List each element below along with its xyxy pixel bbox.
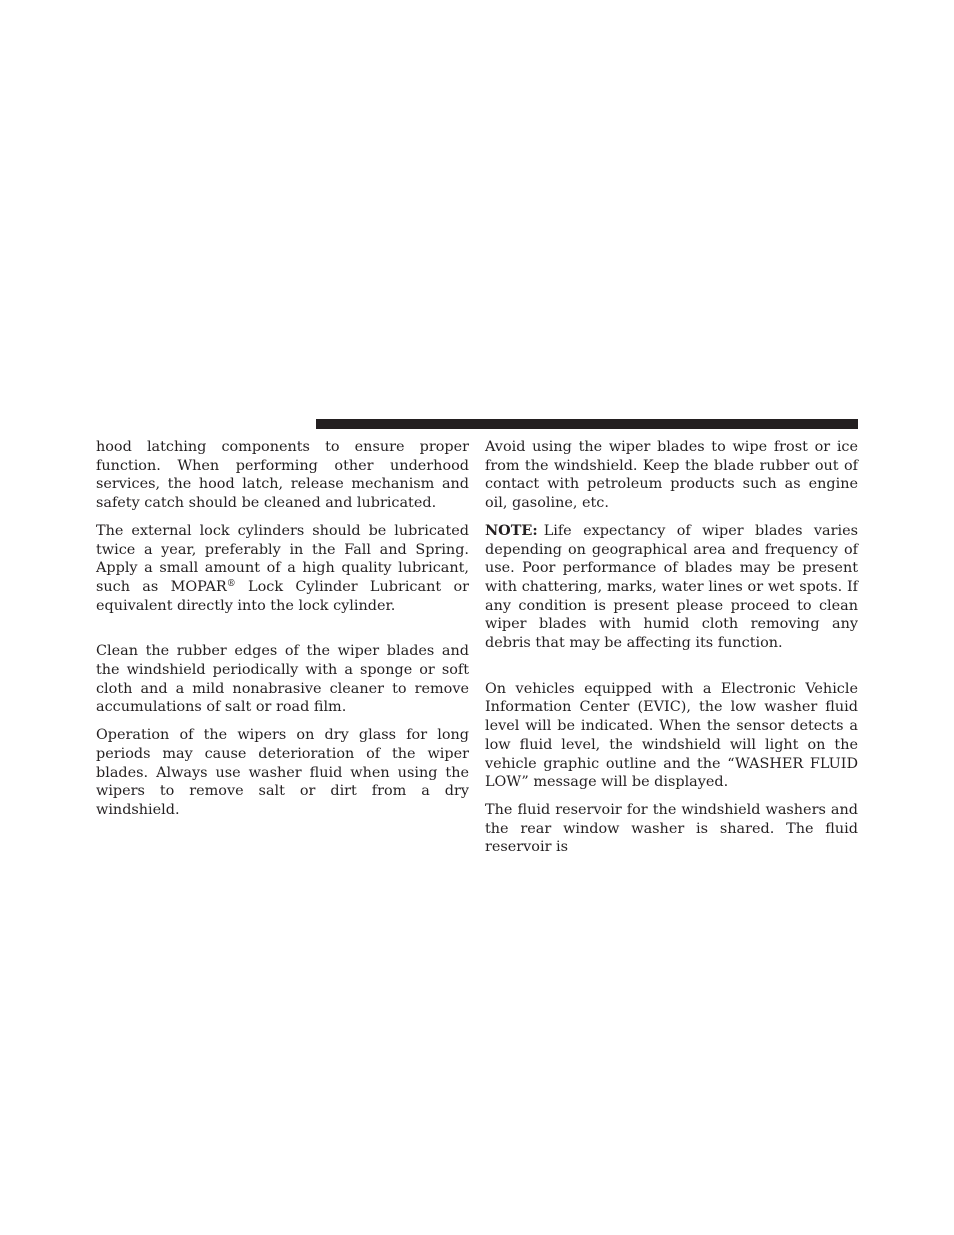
hood-latch-paragraph: hood latching components to ensure proper function. When performing other underhood services, the hood latch, release mechanism and safety catch should be cleaned and lubricated. bbox=[96, 439, 469, 512]
registered-mark: ® bbox=[226, 578, 236, 589]
left-column bbox=[96, 438, 469, 820]
frost-ice-paragraph: Avoid using the wiper blades to wipe frost or ice from the windshield. Keep the blade rubber out of contact with petroleum products such as engine oil, gasoline, etc. bbox=[485, 439, 858, 512]
right-column bbox=[485, 438, 858, 857]
wiper-dry-glass-paragraph: Operation of the wipers on dry glass for long periods may cause deterioration of the wiper blades. Always use washer fluid when using the wipers to remove salt or dirt from a dry windshield. bbox=[96, 727, 469, 818]
wiper-clean-paragraph: Clean the rubber edges of the wiper blades and the windshield periodically with a sponge or soft cloth and a mild nonabrasive cleaner to remove accumulations of salt or road film. bbox=[96, 643, 469, 716]
note-label: NOTE: bbox=[485, 521, 538, 539]
lock-cylinder-paragraph bbox=[96, 522, 469, 616]
note-text: Life expectancy of wiper blades varies depending on geographical area and frequency of use. Poor performance of blades may be present with chattering, marks, water lines or wet spots. If any condition is present please proceed to clean wiper blades with humid cloth removing any debris that may be affecting its function. bbox=[485, 522, 858, 652]
evic-washer-paragraph: On vehicles equipped with a Electronic Vehicle Information Center (EVIC), the low washer fluid level will be indicated. When the sensor detects a low fluid level, the windshield will light on the vehicle graphic outline and the “WASHER FLUID LOW” message will be displayed. bbox=[485, 680, 858, 791]
fluid-reservoir-paragraph: The fluid reservoir for the windshield washers and the rear window washer is shared. The fluid reservoir is bbox=[485, 801, 858, 856]
lock-cylinder-text-start: The external lock cylinders should be lubricated twice a year, preferably in the Fall and Spring. Apply a small amount of a high quality lubricant, such as MOPAR bbox=[96, 522, 469, 595]
section-header-bar bbox=[316, 419, 858, 429]
note-paragraph bbox=[485, 522, 858, 653]
lock-cylinder-text-end: Lock Cylinder Lubricant or equivalent directly into the lock cylinder. bbox=[96, 578, 469, 614]
